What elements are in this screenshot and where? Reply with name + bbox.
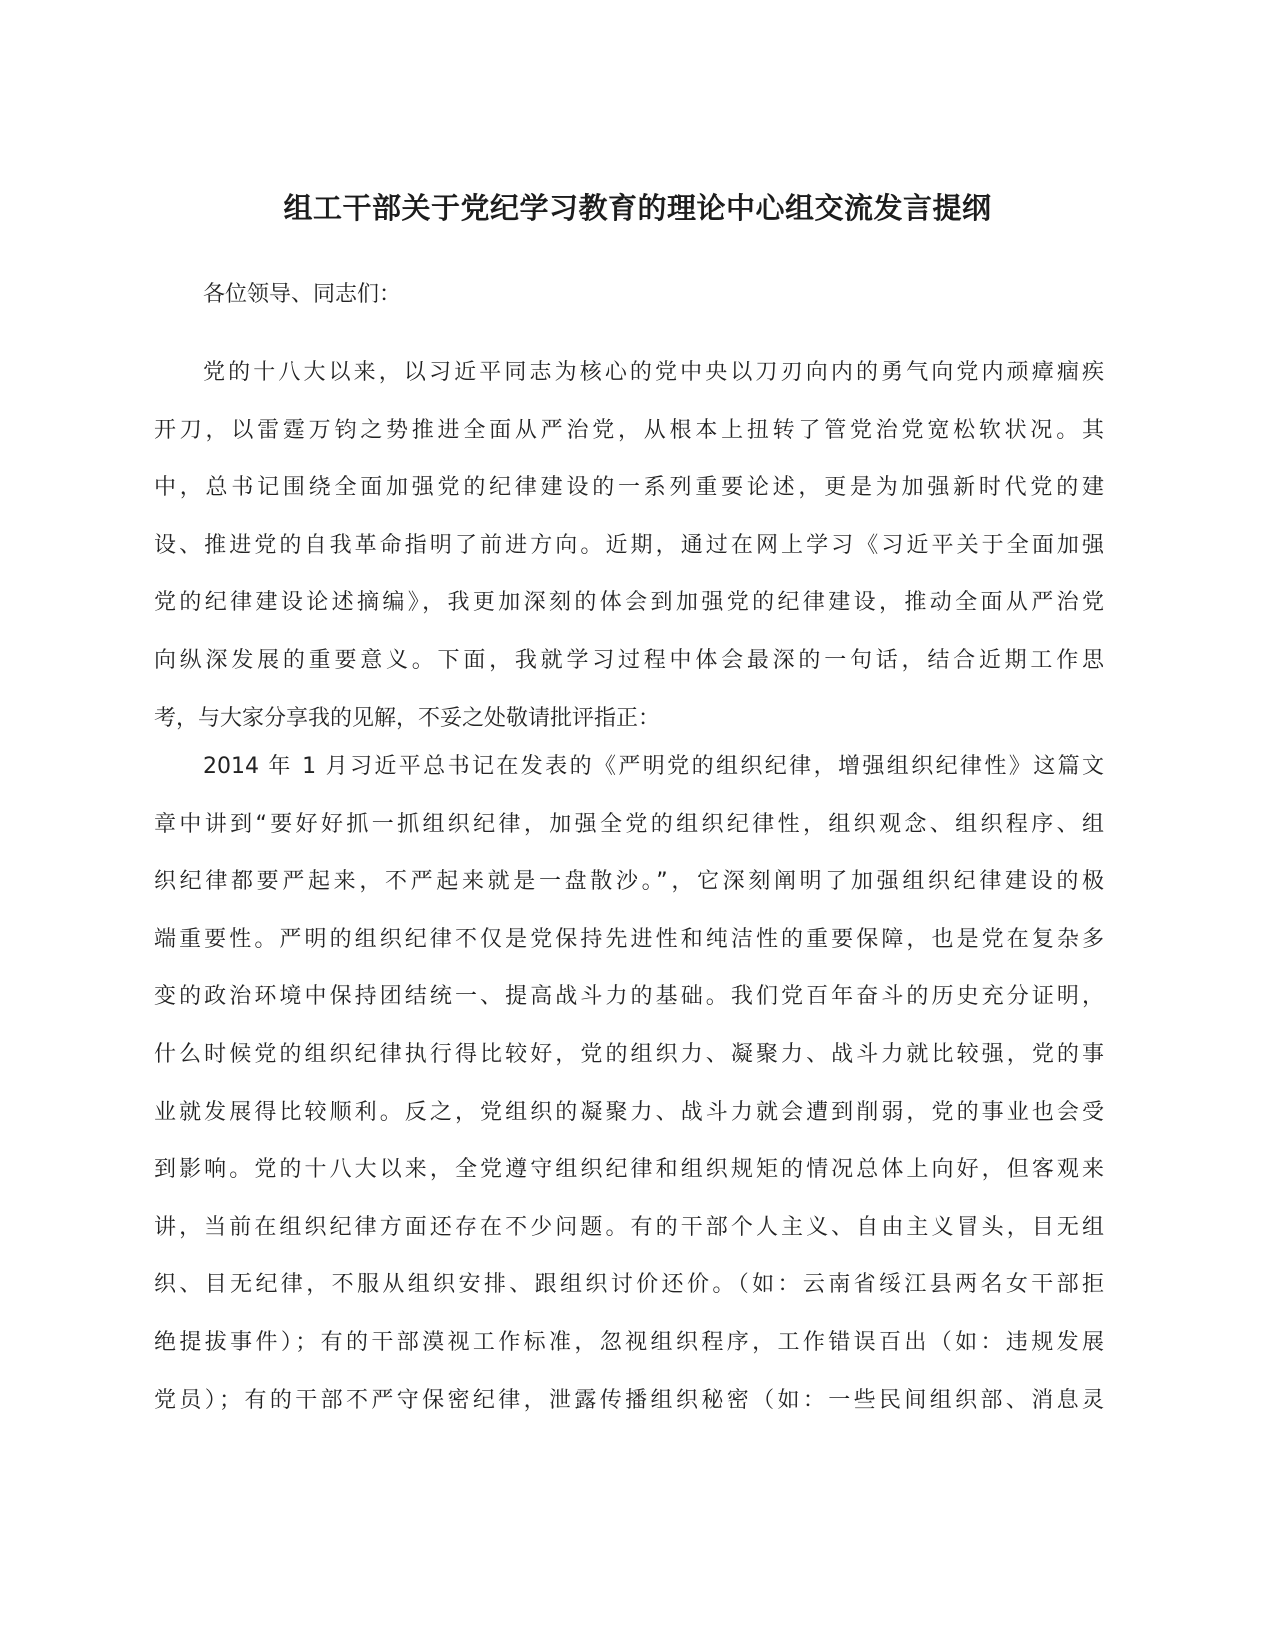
paragraph-line: 业就发展得比较顺利。反之，党组织的凝聚力、战斗力就会遭到削弱，党的事业也会受 [154,1099,1104,1125]
paragraph-line: 织、目无纪律，不服从组织安排、跟组织讨价还价。（如：云南省绥江县两名女干部拒 [154,1272,1104,1298]
paragraph-line: 党的十八大以来，以习近平同志为核心的党中央以刀刃向内的勇气向党内顽瘴痼疾 [203,360,1104,385]
paragraph-line: 中，总书记围绕全面加强党的纪律建设的一系列重要论述，更是为加强新时代党的建 [154,475,1104,501]
paragraph-line: 向纵深发展的重要意义。下面，我就学习过程中体会最深的一句话，结合近期工作思 [154,647,1104,673]
paragraph-line: 织纪律都要严起来，不严起来就是一盘散沙。”，它深刻阐明了加强组织纪律建设的极 [154,869,1104,895]
paragraph-2 [154,738,1104,1429]
paragraph-line: 党的纪律建设论述摘编》，我更加深刻的体会到加强党的纪律建设，推动全面从严治党 [154,590,1104,616]
paragraph-line: 2014 年 1 月习近平总书记在发表的《严明党的组织纪律，增强组织纪律性》这篇文 [203,754,1104,779]
paragraph-1 [154,344,1104,747]
paragraph-line: 设、推进党的自我革命指明了前进方向。近期，通过在网上学习《习近平关于全面加强 [154,532,1104,558]
greeting: 各位领导、同志们： [203,282,402,307]
paragraph-line: 什么时候党的组织纪律执行得比较好，党的组织力、凝聚力、战斗力就比较强，党的事 [154,1041,1104,1067]
paragraph-line: 章中讲到“要好好抓一抓组织纪律，加强全党的组织纪律性，组织观念、组织程序、组 [154,811,1104,837]
paragraph-line: 绝提拔事件）；有的干部漠视工作标准，忽视组织程序，工作错误百出（如：违规发展 [154,1329,1104,1355]
paragraph-line: 讲，当前在组织纪律方面还存在不少问题。有的干部个人主义、自由主义冒头，目无组 [154,1214,1104,1240]
paragraph-line: 开刀，以雷霆万钧之势推进全面从严治党，从根本上扭转了管党治党宽松软状况。其 [154,417,1104,443]
paragraph-line: 党员）；有的干部不严守保密纪律，泄露传播组织秘密（如：一些民间组织部、消息灵 [154,1387,1104,1413]
paragraph-line: 变的政治环境中保持团结统一、提高战斗力的基础。我们党百年奋斗的历史充分证明， [154,984,1104,1010]
paragraph-line: 端重要性。严明的组织纪律不仅是党保持先进性和纯洁性的重要保障，也是党在复杂多 [154,926,1104,952]
paragraph-line: 考，与大家分享我的见解，不妥之处敬请批评指正： [154,705,661,731]
paragraph-line: 到影响。党的十八大以来，全党遵守组织纪律和组织规矩的情况总体上向好，但客观来 [154,1157,1104,1183]
document-title: 组工干部关于党纪学习教育的理论中心组交流发言提纲 [283,191,992,225]
